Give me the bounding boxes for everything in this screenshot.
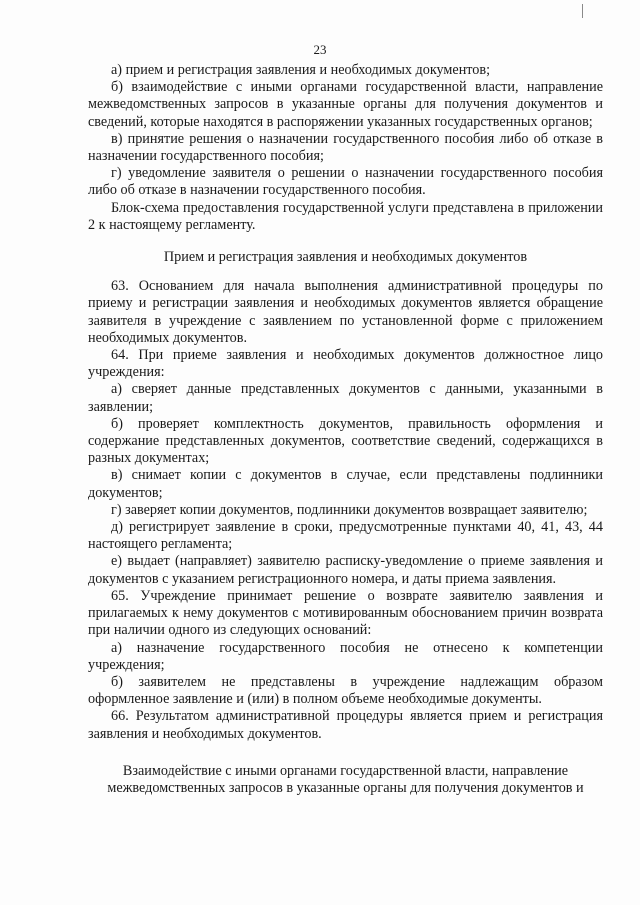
page-number: 23 xyxy=(313,42,327,57)
paragraph-65-b: б) заявителем не представлены в учреждение надлежащим образом оформленное заявление и (или) в полном объеме необходимые документы. xyxy=(88,673,603,708)
paragraph-66: 66. Результатом административной процедуры является прием и регистрация заявления и необходимых документов. xyxy=(88,708,603,742)
procedure-item-c: в) принятие решения о назначении государственного пособия либо об отказе в назначении государственного пособия; xyxy=(88,130,603,165)
document-body xyxy=(88,62,603,797)
paragraph-65-a: а) назначение государственного пособия не отнесено к компетенции учреждения; xyxy=(88,639,603,673)
procedure-item-d: г) уведомление заявителя о решении о назначении государственного пособия либо об отказе в назначении государственного пособия. xyxy=(88,165,603,199)
paragraph-64-e: д) регистрирует заявление в сроки, предусмотренные пунктами 40, 41, 43, 44 настоящего регламента; xyxy=(88,519,603,553)
section-heading-reception: Прием и регистрация заявления и необходимых документов xyxy=(163,249,528,266)
flowchart-reference: Блок-схема предоставления государственной услуги представлена в приложении 2 к настоящему регламенту. xyxy=(88,199,603,233)
paragraph-64-f: е) выдает (направляет) заявителю расписку-уведомление о приеме заявления и документов с указанием регистрационного номера, и даты приема заявления. xyxy=(88,553,603,587)
paragraph-64: 64. При приеме заявления и необходимых документов должностное лицо учреждения: xyxy=(88,347,603,381)
procedure-item-b: б) взаимодействие с иными органами государственной власти, направление межведомственных запросов в указанные органы для получения документов и сведений, которые находятся в распоряжении указанных государственных органов; xyxy=(88,79,603,130)
paragraph-63: 63. Основанием для начала выполнения административной процедуры по приему и регистрации заявления и необходимых документов является обращение заявителя в учреждение с заявлением по установленной форме с приложением необходимых документов. xyxy=(88,278,603,346)
section-heading-interaction: Взаимодействие с иными органами государственной власти, направление межведомственных запросов в указанные органы для получения документов и xyxy=(107,762,584,796)
procedure-item-a: а) прием и регистрация заявления и необходимых документов; xyxy=(111,62,491,78)
paragraph-64-b: б) проверяет комплектность документов, правильность оформления и содержание представленных документов, соответствие сведений, содержащихся в разных документах; xyxy=(88,415,603,467)
paragraph-64-a: а) сверяет данные представленных документов с данными, указанными в заявлении; xyxy=(88,381,603,415)
scan-edge-mark xyxy=(582,4,583,18)
paragraph-64-c: в) снимает копии с документов в случае, если представлены подлинники документов; xyxy=(88,467,603,501)
paragraph-64-d: г) заверяет копии документов, подлинники документов возвращает заявителю; xyxy=(111,501,588,518)
paragraph-65: 65. Учреждение принимает решение о возврате заявителю заявления и прилагаемых к нему документов с мотивированным обоснованием причин возврата при наличии одного из следующих оснований: xyxy=(88,587,603,639)
